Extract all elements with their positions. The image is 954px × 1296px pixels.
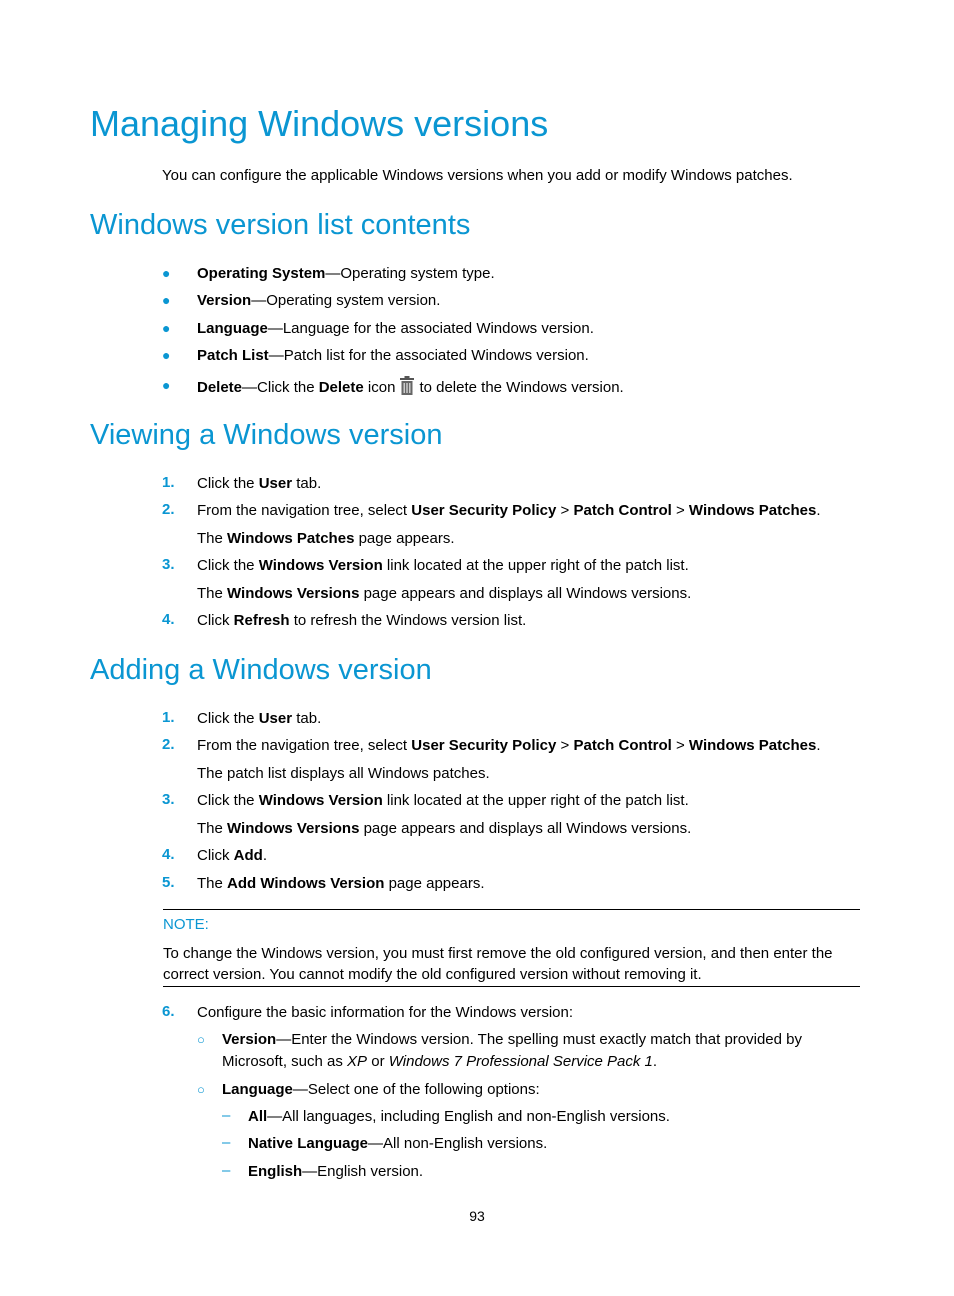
intro-text: You can configure the applicable Windows versions when you add or modify Windows patches.	[162, 167, 793, 184]
list-item: Operating System—Operating system type.	[197, 265, 495, 282]
step-number: 1.	[162, 474, 175, 491]
step-number: 4.	[162, 846, 175, 863]
page-number: 93	[469, 1208, 485, 1224]
section-heading-viewing: Viewing a Windows version	[90, 419, 443, 451]
sub-item-continued: Microsoft, such as XP or Windows 7 Professional Service Pack 1.	[222, 1053, 658, 1070]
step-text: From the navigation tree, select User Security Policy > Patch Control > Windows Patches.	[197, 502, 821, 519]
step-result: The Windows Patches page appears.	[197, 530, 455, 547]
step-text: Click the Windows Version link located at the upper right of the patch list.	[197, 792, 689, 809]
trash-icon	[399, 376, 415, 401]
step-number: 6.	[162, 1003, 175, 1020]
list-item: Version—Operating system version.	[197, 292, 441, 309]
list-item: Language—Language for the associated Windows version.	[197, 320, 594, 337]
step-text: Click the User tab.	[197, 710, 322, 727]
step-number: 5.	[162, 874, 175, 891]
circle-bullet: ○	[197, 1032, 205, 1047]
step-result: The Windows Versions page appears and displays all Windows versions.	[197, 585, 692, 602]
note-top-rule	[163, 909, 860, 910]
dash-bullet: –	[222, 1107, 231, 1124]
step-number: 3.	[162, 791, 175, 808]
step-number: 2.	[162, 736, 175, 753]
section-heading-list-contents: Windows version list contents	[90, 209, 471, 241]
step-number: 3.	[162, 556, 175, 573]
note-text-line2: correct version. You cannot modify the old configured version without removing it.	[163, 966, 702, 983]
list-item: Patch List—Patch list for the associated Windows version.	[197, 347, 589, 364]
option-item: English—English version.	[248, 1163, 424, 1180]
option-item: All—All languages, including English and non-English versions.	[248, 1108, 670, 1125]
circle-bullet: ○	[197, 1082, 205, 1097]
sub-item: Version—Enter the Windows version. The spelling must exactly match that provided by	[222, 1031, 803, 1048]
step-number: 4.	[162, 611, 175, 628]
note-bottom-rule	[163, 986, 860, 987]
step-number: 2.	[162, 501, 175, 518]
dash-bullet: –	[222, 1134, 231, 1151]
note-label: NOTE:	[163, 916, 209, 933]
step-text: Click the Windows Version link located at the upper right of the patch list.	[197, 557, 689, 574]
bullet: ●	[162, 377, 171, 393]
option-item: Native Language—All non-English versions.	[248, 1135, 548, 1152]
section-heading-adding: Adding a Windows version	[90, 654, 432, 686]
step-result: The patch list displays all Windows patches.	[197, 765, 490, 782]
bullet: ●	[162, 292, 171, 308]
step-text: Click Add.	[197, 847, 268, 864]
bullet: ●	[162, 347, 171, 363]
step-text: From the navigation tree, select User Security Policy > Patch Control > Windows Patches.	[197, 737, 821, 754]
dash-bullet: –	[222, 1162, 231, 1179]
step-number: 1.	[162, 709, 175, 726]
bullet: ●	[162, 265, 171, 281]
note-text-line1: To change the Windows version, you must first remove the old configured version, and then enter the	[163, 945, 833, 962]
step-text: Configure the basic information for the Windows version:	[197, 1004, 574, 1021]
step-result: The Windows Versions page appears and displays all Windows versions.	[197, 820, 692, 837]
bullet: ●	[162, 320, 171, 336]
step-text: Click Refresh to refresh the Windows version list.	[197, 612, 527, 629]
step-text: The Add Windows Version page appears.	[197, 875, 485, 892]
list-item: Delete—Click the Delete icon to delete the Windows version.	[197, 376, 624, 401]
sub-item: Language—Select one of the following options:	[222, 1081, 540, 1098]
page-title: Managing Windows versions	[90, 103, 549, 144]
step-text: Click the User tab.	[197, 475, 322, 492]
